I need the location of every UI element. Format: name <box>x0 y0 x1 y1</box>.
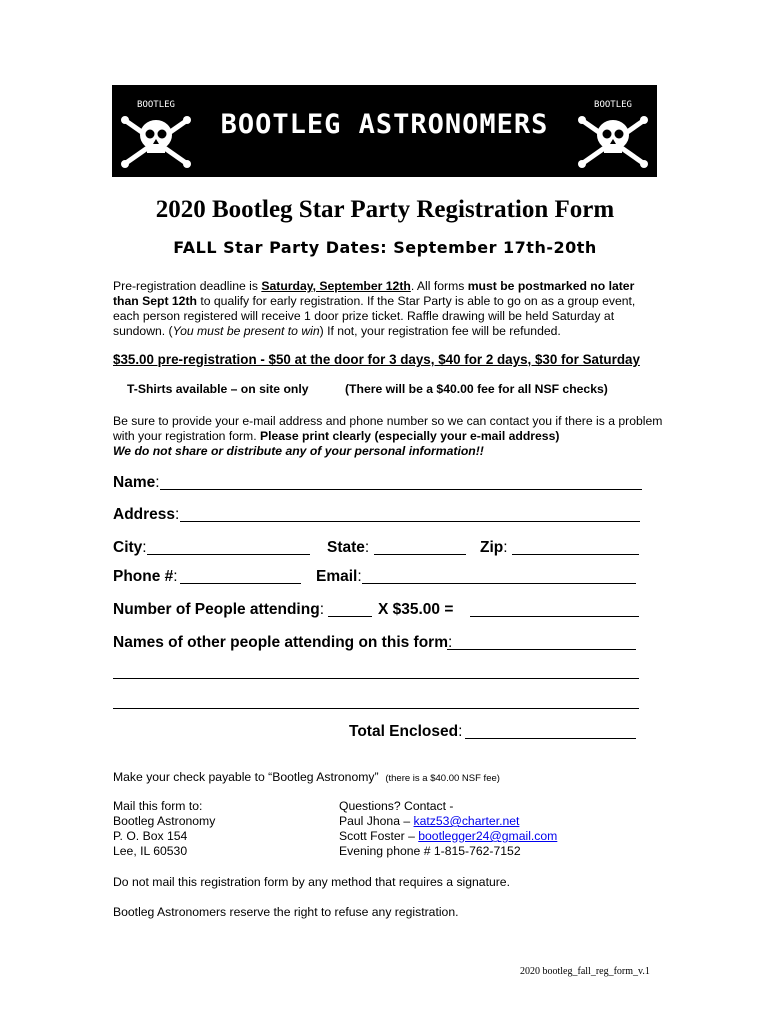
people-attending-label: Number of People attending: <box>113 601 324 618</box>
banner-title: BOOTLEG ASTRONOMERS <box>220 109 549 140</box>
tshirt-note: T-Shirts available – on site only <box>127 382 309 396</box>
address-input-line[interactable] <box>180 506 640 522</box>
svg-text:BOOTLEG: BOOTLEG <box>137 100 175 110</box>
postmark-requirement: must be postmarked no later than Sept 12th <box>113 279 635 308</box>
contact-email-link-2[interactable]: bootlegger24@gmail.com <box>418 829 558 843</box>
name-input-line[interactable] <box>160 474 642 490</box>
state-label: State: <box>327 539 370 556</box>
contact-phone: Evening phone # 1-815-762-7152 <box>339 844 521 858</box>
pricing-line: $35.00 pre-registration - $50 at the door for 3 days, $40 for 2 days, $30 for Saturday <box>113 352 640 367</box>
city-label: City: <box>113 539 147 556</box>
other-attendees-label: Names of other people attending on this form: <box>113 634 453 651</box>
email-input-line[interactable] <box>362 568 636 584</box>
skull-crossbones-logo-right <box>573 91 653 171</box>
other-attendees-input-line-1[interactable] <box>447 634 636 650</box>
price-multiplier: X $35.00 = <box>378 601 454 618</box>
name-label: Name: <box>113 474 160 491</box>
form-title: 2020 Bootleg Star Party Registration Form <box>155 196 615 223</box>
city-input-line[interactable] <box>147 539 310 555</box>
subtotal-input-line[interactable] <box>470 601 639 617</box>
total-enclosed-label: Total Enclosed: <box>349 723 463 740</box>
phone-input-line[interactable] <box>180 568 301 584</box>
svg-text:BOOTLEG: BOOTLEG <box>594 100 632 110</box>
footer-filename: 2020 bootleg_fall_reg_form_v.1 <box>520 966 650 977</box>
privacy-note: We do not share or distribute any of your personal information!! <box>113 444 484 458</box>
other-attendees-input-line-2[interactable] <box>113 663 639 679</box>
mail-address-block: Mail this form to: Bootleg Astronomy P. O. Box 154 Lee, IL 60530 <box>113 799 216 858</box>
banner <box>112 85 657 177</box>
email-label: Email: <box>316 568 362 585</box>
phone-label: Phone #: <box>113 568 178 585</box>
refusal-notice: Bootleg Astronomers reserve the right to refuse any registration. <box>113 905 459 919</box>
nsf-fee-note: (There will be a $40.00 fee for all NSF checks) <box>345 382 608 396</box>
address-label: Address: <box>113 506 180 523</box>
contact-block: Questions? Contact - Paul Jhona – katz53@charter.net Scott Foster – bootlegger24@gmail.com Evening phone # 1-815-762-7152 <box>339 799 558 858</box>
skull-crossbones-logo-left <box>116 91 196 171</box>
contact-note: Be sure to provide your e-mail address and phone number so we can contact you if there is a problem with your registration form. Please print clearly (especially your e-mail address) We do not share or distribute any of your personal information!! <box>113 414 663 458</box>
payable-note: Make your check payable to “Bootleg Astronomy” (there is a $40.00 NSF fee) <box>113 770 500 784</box>
deadline-date: Saturday, September 12th <box>261 279 411 293</box>
nsf-fee-small: (there is a $40.00 NSF fee) <box>385 773 500 784</box>
event-dates: FALL Star Party Dates: September 17th-20th <box>173 238 597 257</box>
zip-label: Zip: <box>480 539 508 556</box>
people-count-input-line[interactable] <box>328 601 372 617</box>
signature-notice: Do not mail this registration form by any method that requires a signature. <box>113 875 510 889</box>
total-enclosed-input-line[interactable] <box>465 723 636 739</box>
state-input-line[interactable] <box>374 539 466 555</box>
intro-paragraph: Pre-registration deadline is Saturday, September 12th. All forms must be postmarked no later than Sept 12th to qualify for early registration. If the Star Party is able to go on as a group event, each person registered will receive 1 door prize ticket. Raffle drawing will be held Saturday at sundown. (You must be present to win) If not, your registration fee will be refunded. <box>113 279 636 338</box>
other-attendees-input-line-3[interactable] <box>113 693 639 709</box>
zip-input-line[interactable] <box>512 539 639 555</box>
contact-email-link-1[interactable]: katz53@charter.net <box>413 814 520 828</box>
